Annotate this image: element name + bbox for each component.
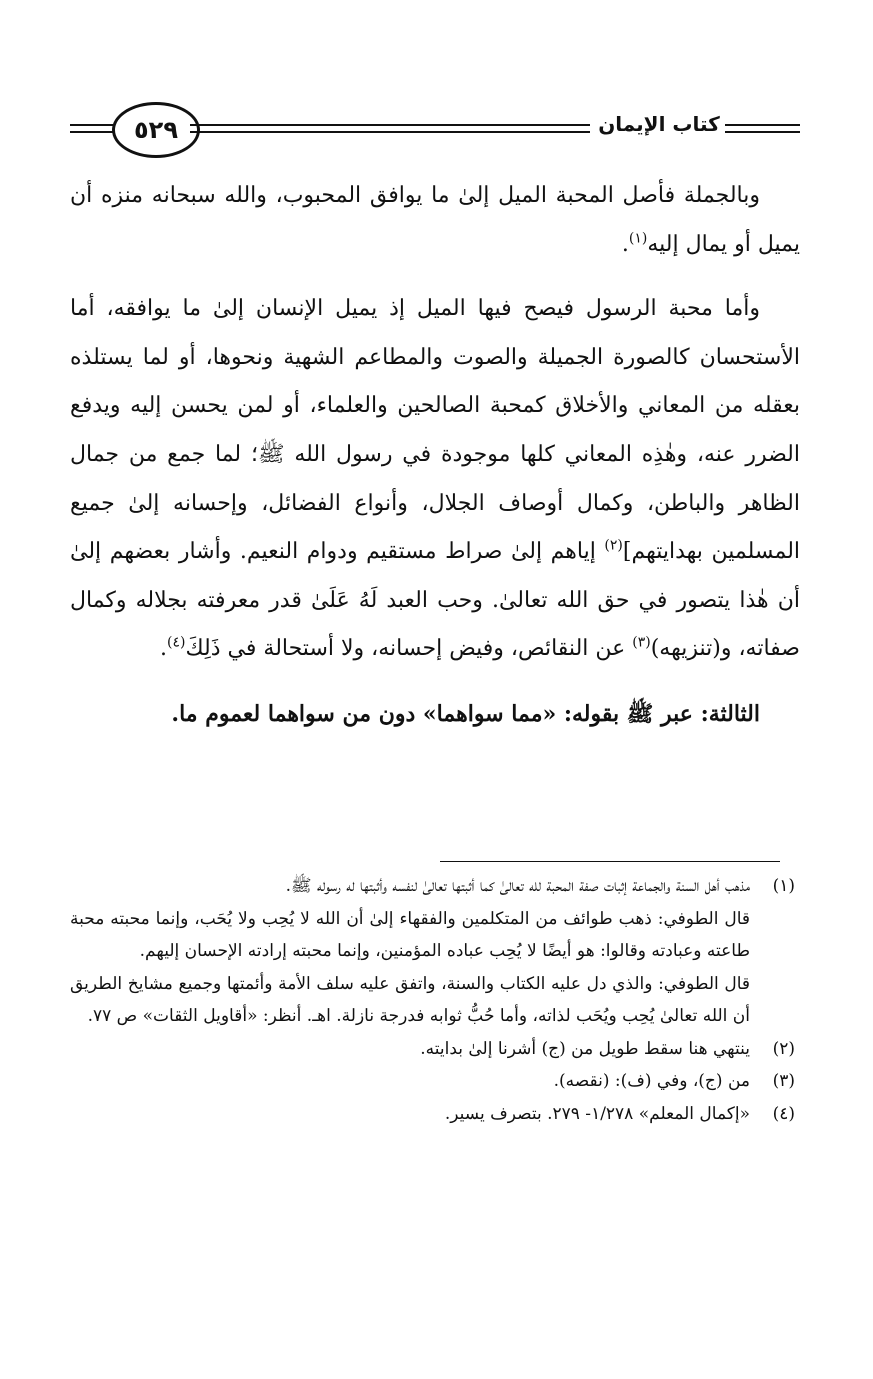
main-text <box>70 172 800 739</box>
footnote-2 <box>70 1033 795 1066</box>
footnote-text: قال الطوفي: والذي دل عليه الكتاب والسنة، واتفق عليه سلف الأمة وأئمتها وجميع مشايخ الطريق أن الله تعالىٰ يُحِب ويُحَب لذاته، وأما حُبُّ ثوابه فدرجة نازلة. اهـ. أنظر: «أقاويل الثقات» ص ٧٧. <box>70 973 750 1026</box>
footnote-text: مذهب أهل السنة والجماعة إثبات صفة المحبة لله تعالىٰ كما أثبتها تعالىٰ لنفسه وأثبتها له رسوله ﷺ. <box>285 876 750 896</box>
paragraph-1-end: . <box>621 231 629 257</box>
footnote-number: (١) <box>772 876 795 896</box>
footnote-number <box>750 968 795 1033</box>
footnote-text: «إكمال المعلم» ١/٢٧٨- ٢٧٩. بتصرف يسير. <box>444 1103 750 1124</box>
footnote-number <box>750 903 795 968</box>
footnote-number: (٢) <box>772 1038 795 1059</box>
paragraph-2-text-c: عن النقائص، وفيض إحسانه، ولا أستحالة في ذَلِكَ <box>185 636 633 662</box>
page-header <box>70 100 800 160</box>
book-title: كتاب الإيمان <box>598 112 720 136</box>
footnote-text: قال الطوفي: ذهب طوائف من المتكلمين والفقهاء إلىٰ أن الله لا يُحِب ولا يُحَب، وإنما محبته محبة طاعته وعبادته وقالوا: هو أيضًا لا يُحِب عباده المؤمنين، وإنما محبته إرادته الإحسان إليهم. <box>70 908 750 961</box>
footnote-number: (٣) <box>772 1071 795 1091</box>
footnote-number: (٤) <box>772 1103 795 1124</box>
footnote-separator <box>440 861 780 862</box>
paragraph-3: الثالثة: عبر ﷺ بقوله: «مما سواهما» دون من سواهما لعموم ما. <box>171 700 760 727</box>
footnote-ref-4: (٤) <box>167 635 186 652</box>
page-number: ٥٢٩ <box>112 102 200 158</box>
paragraph-2 <box>70 285 800 674</box>
paragraph-2-text-b: إياهم إلىٰ صراط مستقيم ودوام النعيم. وأشار بعضهم إلىٰ أن هٰذا يتصور في حق الله تعالىٰ. وحب العبد لَهُ عَلَىٰ قدر معرفته بجلاله وكمال صفاته، و(تنزيهه) <box>70 539 800 662</box>
paragraph-1-text: وبالجملة فأصل المحبة الميل إلىٰ ما يوافق المحبوب، والله سبحانه منزه أن يميل أو يمال إليه <box>70 183 800 257</box>
header-rule-right <box>725 124 800 133</box>
paragraph-1 <box>70 172 800 269</box>
header-rule-middle <box>190 124 590 133</box>
footnote-text: من (ج)، وفي (ف): (نقصه). <box>553 1071 750 1091</box>
footnote-4 <box>70 1098 795 1131</box>
footnote-1 <box>70 870 795 903</box>
header-rule-left <box>70 124 118 133</box>
footnote-ref-2: (٢) <box>604 537 623 554</box>
footnotes <box>70 870 795 1130</box>
footnote-ref-1: (١) <box>628 230 648 247</box>
footnote-1-continuation <box>70 968 795 1033</box>
paragraph-2-end: . <box>160 636 168 662</box>
footnote-ref-3: (٣) <box>632 635 651 652</box>
footnote-1-continuation <box>70 903 795 968</box>
paragraph-2-text-a: وأما محبة الرسول فيصح فيها الميل إذ يميل الإنسان إلىٰ ما يوافقه، أما الأستحسان كالصورة الجميلة والصوت والمطاعم الشهية ونحوها، أو لما يستلذه بعقله من المعاني والأخلاق كمحبة الصالحين والعلماء، أو لمن يحسن إليه ويدفع الضرر عنه، وهٰذِه المعاني كلها موجودة في رسول الله ﷺ؛ لما جمع من جمال الظاهر والباطن، وكمال أوصاف الجلال، وأنواع الفضائل، وإحسانه إلىٰ جميع المسلمين بهدايتهم] <box>70 296 801 565</box>
footnote-3 <box>70 1065 795 1098</box>
footnote-text: ينتهي هنا سقط طويل من (ج) أشرنا إلىٰ بدايته. <box>420 1038 750 1059</box>
